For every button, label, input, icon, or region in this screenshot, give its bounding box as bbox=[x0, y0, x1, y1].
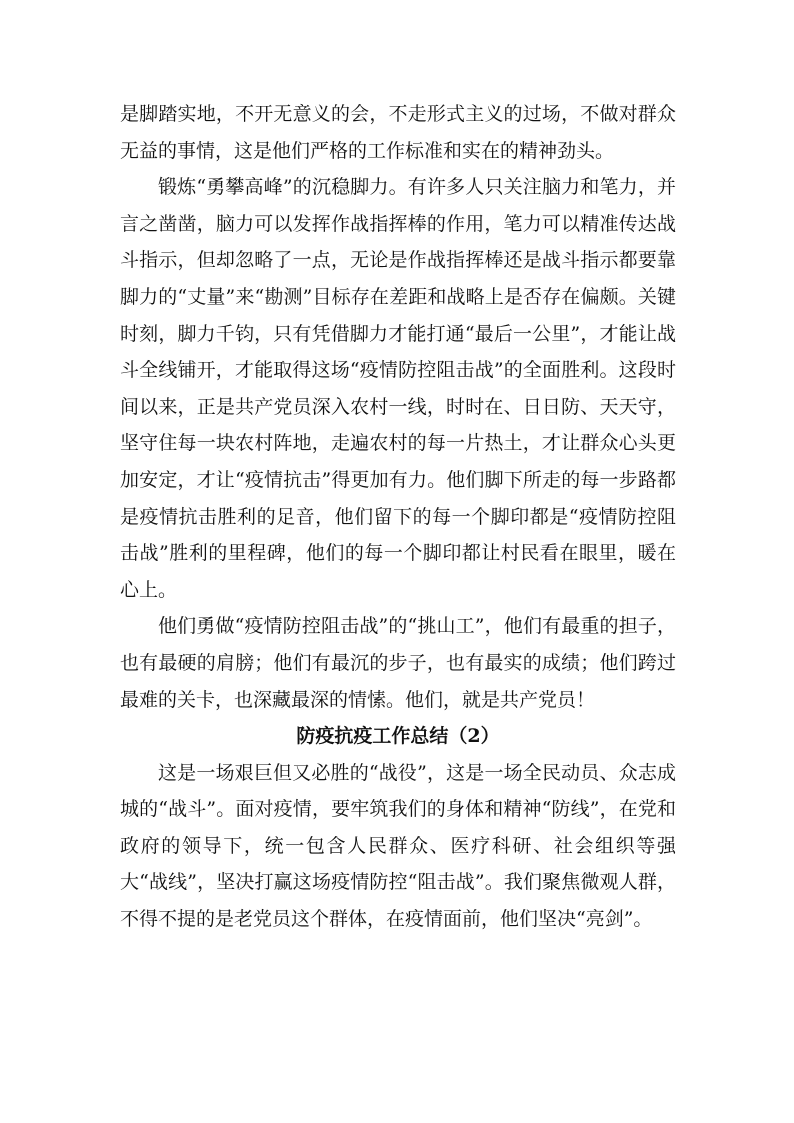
paragraph-continuation: 是脚踏实地，不开无意义的会，不走形式主义的过场，不做对群众无益的事情，这是他们严格的工作标准和实在的精神劲头。 bbox=[120, 103, 676, 162]
section-title: 防疫抗疫工作总结（2） bbox=[296, 725, 500, 748]
paragraph-footwork: 锻炼“勇攀高峰”的沉稳脚力。有许多人只关注脑力和笔力，并言之凿凿，脑力可以发挥作战指挥棒的作用，笔力可以精准传达战斗指示，但却忽略了一点，无论是作战指挥棒还是战斗指示都要靠脚力的“丈量”来“勘测”目标存在差距和战略上是否存在偏颇。关键时刻，脚力千钧，只有凭借脚力才能打通“最后一公里”，才能让战斗全线铺开，才能取得这场“疫情防控阻击战”的全面胜利。这段时间以来，正是共产党员深入农村一线，时时在、日日防、天天守，坚守住每一块农村阵地，走遍农村的每一片热土，才让群众心头更加安定，才让“疫情抗击”得更加有力。他们脚下所走的每一步路都是疫情抗击胜利的足音，他们留下的每一个脚印都是“疫情防控阻击战”胜利的里程碑，他们的每一个脚印都让村民看在眼里，暖在心上。 bbox=[120, 176, 676, 601]
paragraph-porter: 他们勇做“疫情防控阻击战”的“挑山工”，他们有最重的担子，也有最硬的肩膀；他们有最沉的步子，也有最实的成绩；他们跨过最难的关卡，也深藏最深的情愫。他们，就是共产党员！ bbox=[120, 615, 676, 711]
paragraph-battle: 这是一场艰巨但又必胜的“战役”，这是一场全民动员、众志成城的“战斗”。面对疫情，要牢筑我们的身体和精神“防线”，在党和政府的领导下，统一包含人民群众、医疗科研、社会组织等强大“战线”，坚决打赢这场疫情防控“阻击战”。我们聚焦微观人群，不得不提的是老党员这个群体，在疫情面前，他们坚决“亮剑”。 bbox=[120, 761, 676, 931]
document-page bbox=[120, 96, 676, 938]
